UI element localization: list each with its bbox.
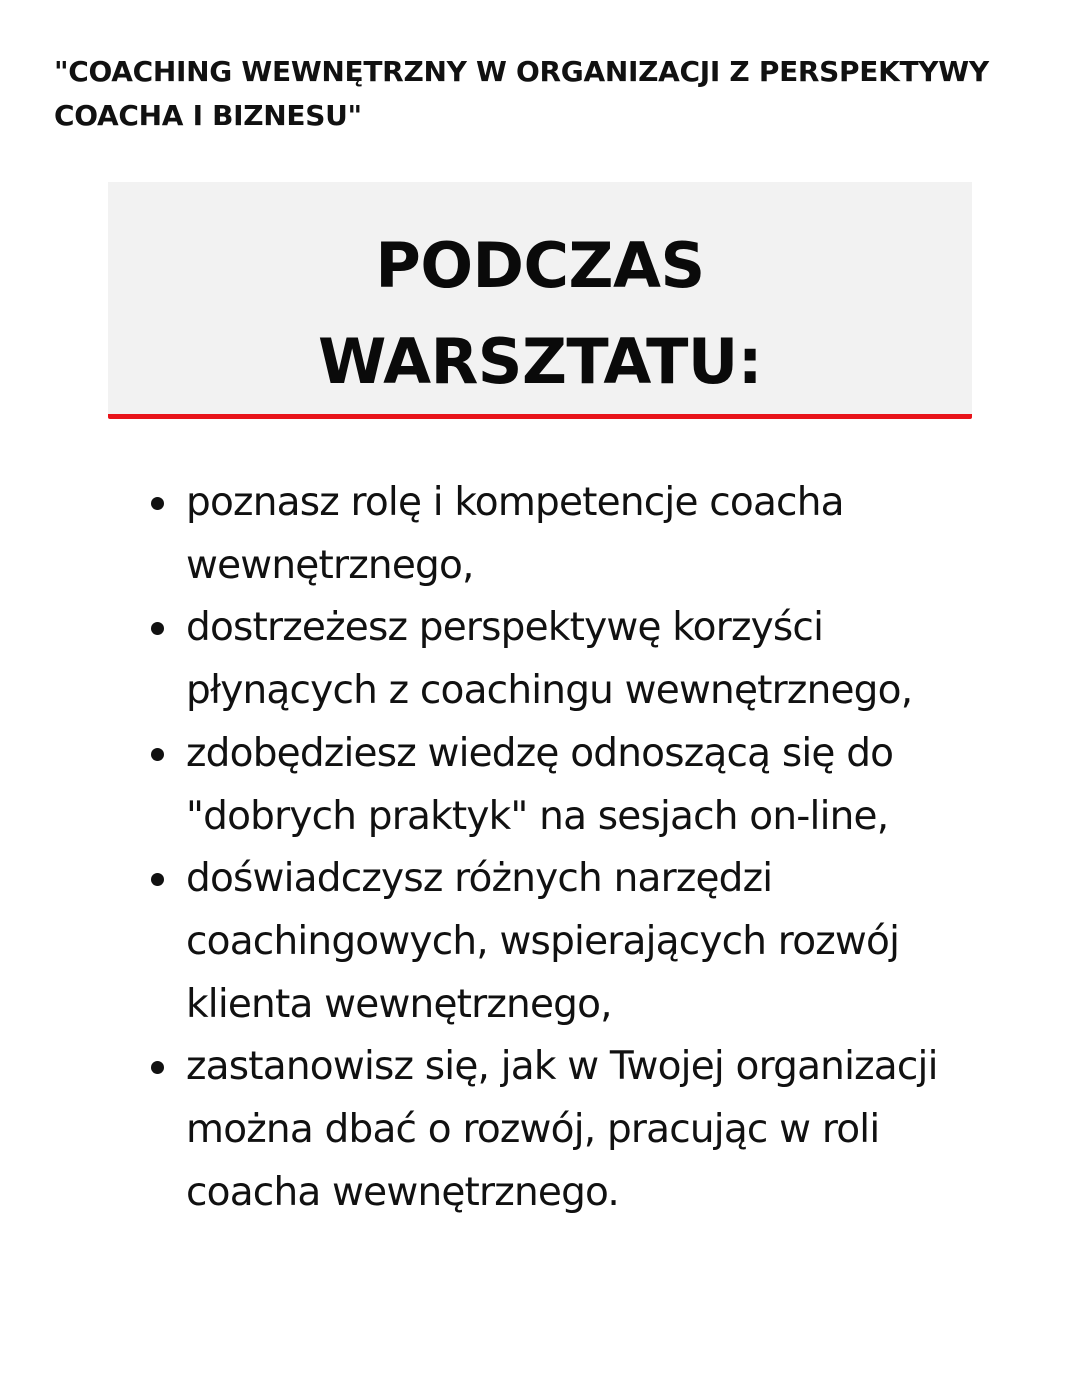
list-item xyxy=(148,472,988,597)
section-heading-line-2: WARSZTATU: xyxy=(317,325,762,398)
bullet-dot-icon xyxy=(151,1061,164,1074)
bullet-dot-icon xyxy=(151,622,164,635)
list-item-text: zdobędziesz wiedzę odnoszącą się do "dobrych praktyk" na sesjach on-line, xyxy=(186,730,894,839)
list-item-text: zastanowisz się, jak w Twojej organizacji można dbać o rozwój, pracując w roli coacha wewnętrznego. xyxy=(186,1044,938,1215)
bullet-dot-icon xyxy=(151,873,164,886)
list-item-text: doświadczysz różnych narzędzi coachingowych, wspierających rozwój klienta wewnętrznego, xyxy=(186,856,900,1027)
bullet-dot-icon xyxy=(151,497,164,510)
list-item xyxy=(148,1036,988,1224)
list-item xyxy=(148,723,988,848)
heading-box xyxy=(108,182,972,419)
bullet-dot-icon xyxy=(151,748,164,761)
bullet-list xyxy=(148,472,988,1224)
section-heading-line-1: PODCZAS xyxy=(375,229,705,302)
list-item-text: poznasz rolę i kompetencje coacha wewnętrznego, xyxy=(186,480,844,588)
list-item xyxy=(148,848,988,1036)
list-item xyxy=(148,597,988,722)
list-item-text: dostrzeżesz perspektywę korzyści płynących z coachingu wewnętrznego, xyxy=(186,605,913,714)
section-heading xyxy=(108,218,972,410)
document-title: "COACHING WEWNĘTRZNY W ORGANIZACJI Z PERSPEKTYWY COACHA I BIZNESU" xyxy=(54,55,989,132)
